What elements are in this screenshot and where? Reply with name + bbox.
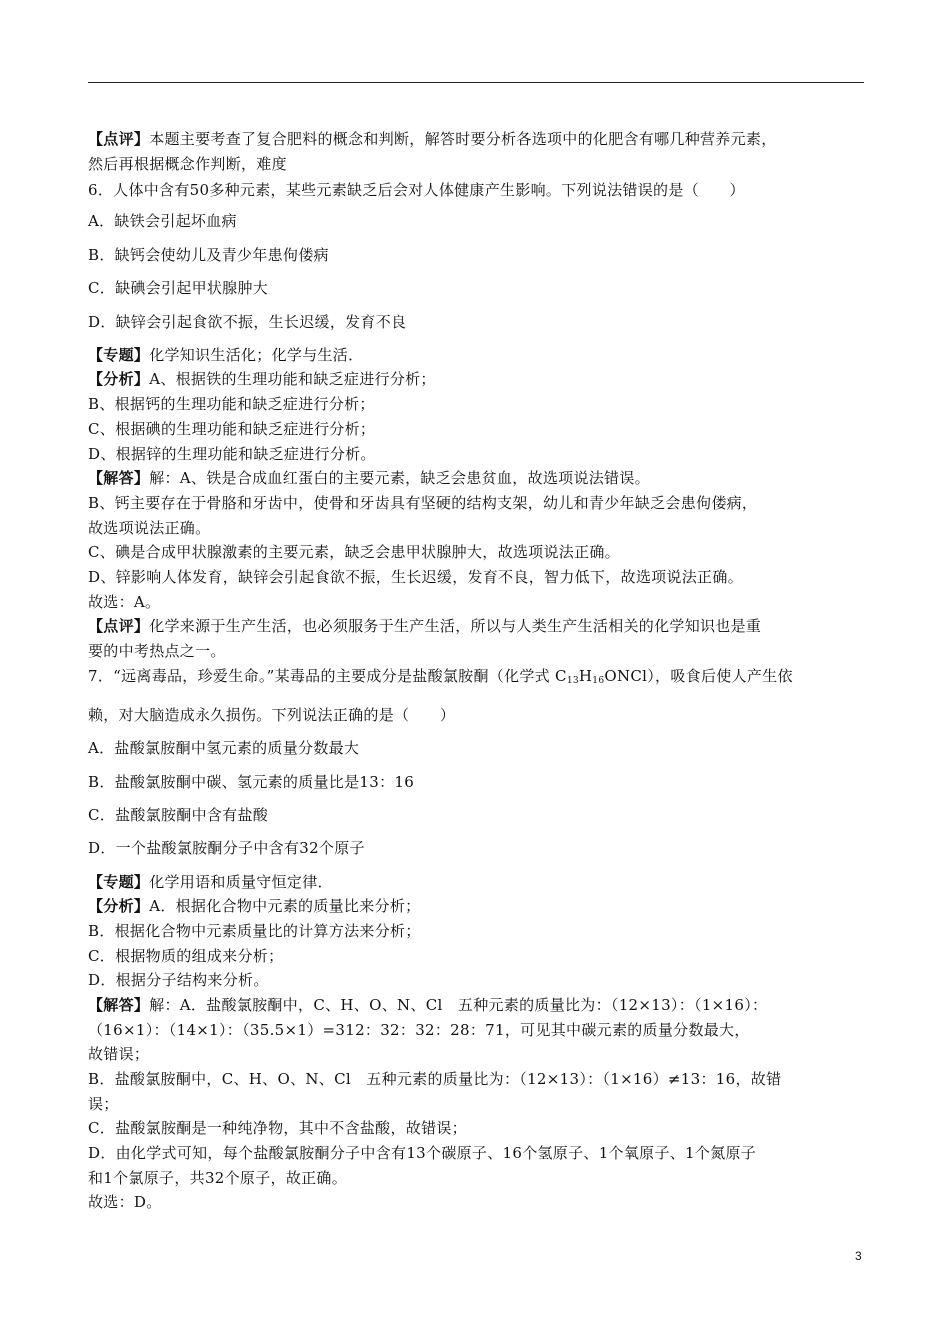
- text-run: 赖，对大脑造成永久损伤。下列说法正确的是（ ）: [88, 706, 456, 724]
- text-run: B．盐酸氯胺酮中，C、H、O、N、Cl 五种元素的质量比为：（12×13）：（1×16）≠13：16，故错: [88, 1070, 782, 1088]
- section-tag: 【专题】: [88, 346, 150, 364]
- text-run: 解：A．盐酸氯胺酮中，C、H、O、N、Cl 五种元素的质量比为：（12×13）：（1×16）：: [149, 996, 768, 1014]
- text-run: 解：A、铁是合成血红蛋白的主要元素，缺乏会患贫血，故选项说法错误。: [149, 469, 650, 487]
- text-run: C．缺碘会引起甲状腺肿大: [88, 279, 269, 297]
- text-line: [88, 922, 421, 940]
- text-run: A．根据化合物中元素的质量比来分析；: [149, 897, 421, 915]
- text-line: [88, 873, 333, 891]
- section-tag: 【分析】: [88, 897, 150, 915]
- text-line: [88, 494, 757, 512]
- text-line: [88, 279, 268, 297]
- text-run: 故错误；: [88, 1045, 150, 1063]
- text-line: [88, 313, 406, 331]
- text-line: [88, 568, 743, 586]
- text-run: D．缺锌会引起食欲不振，生长迟缓，发育不良: [88, 313, 407, 331]
- text-run: A．缺铁会引起坏血病: [88, 212, 237, 230]
- text-line: [88, 1095, 119, 1113]
- text-line: [88, 897, 420, 915]
- text-run: B．根据化合物中元素质量比的计算方法来分析；: [88, 922, 421, 940]
- text-line: [88, 445, 376, 463]
- subscript: 16: [592, 676, 605, 686]
- text-run: H: [578, 667, 593, 685]
- subscript: 13: [566, 676, 579, 686]
- text-line: [88, 839, 365, 857]
- header-rule: [88, 82, 864, 83]
- text-line: [88, 519, 210, 537]
- text-line: [88, 971, 269, 989]
- text-line: [88, 806, 268, 824]
- text-run: 误；: [88, 1095, 119, 1113]
- text-line: [88, 1169, 347, 1187]
- text-run: 故选：A。: [88, 593, 161, 611]
- text-run: 故选：D。: [88, 1193, 162, 1211]
- text-run: 故选项说法正确。: [88, 519, 211, 537]
- text-line: [88, 1045, 149, 1063]
- text-run: 本题主要考查了复合肥料的概念和判断，解答时要分析各选项中的化肥含有哪几种营养元素，: [149, 130, 777, 148]
- text-run: D、根据锌的生理功能和缺乏症进行分析。: [88, 445, 376, 463]
- text-run: C、碘是合成甲状腺激素的主要元素，缺乏会患甲状腺肿大，故选项说法正确。: [88, 543, 620, 561]
- text-run: （16×1）：（14×1）：（35.5×1）=312：32：32：28：71，可见其中碳元素的质量分数最大，: [88, 1021, 750, 1039]
- text-line: [88, 642, 226, 660]
- text-line: [88, 593, 160, 611]
- text-run: ONCl），吸食后使人产生依: [604, 667, 793, 685]
- text-line: [88, 1021, 750, 1039]
- text-run: B、钙主要存在于骨胳和牙齿中，使骨和牙齿具有坚硬的结构支架，幼儿和青少年缺乏会患佝偻病，: [88, 494, 758, 512]
- text-run: B．缺钙会使幼儿及青少年患佝偻病: [88, 246, 329, 264]
- text-line: [88, 469, 650, 487]
- text-run: C．盐酸氯胺酮中含有盐酸: [88, 806, 269, 824]
- text-line: [88, 370, 436, 388]
- text-line: [88, 543, 620, 561]
- text-run: D．由化学式可知，每个盐酸氯胺酮分子中含有13个碳原子、16个氢原子、1个氧原子、1个氮原子: [88, 1144, 757, 1162]
- text-run: B．盐酸氯胺酮中碳、氢元素的质量比是13：16: [88, 773, 415, 791]
- text-line: [88, 1070, 781, 1088]
- text-line: [88, 996, 767, 1014]
- text-line: [88, 667, 793, 690]
- text-line: [88, 1193, 162, 1211]
- text-run: D．一个盐酸氯胺酮分子中含有32个原子: [88, 839, 365, 857]
- text-run: 6．人体中含有50多种元素，某些元素缺乏后会对人体健康产生影响。下列说法错误的是（ ）: [88, 181, 745, 199]
- text-line: [88, 1144, 756, 1162]
- text-run: C．根据物质的组成来分析；: [88, 947, 284, 965]
- text-line: [88, 346, 363, 364]
- text-run: 化学知识生活化；化学与生活．: [149, 346, 364, 364]
- text-run: 要的中考热点之一。: [88, 642, 226, 660]
- section-tag: 【点评】: [88, 617, 150, 635]
- text-line: [88, 155, 287, 173]
- text-line: [88, 1119, 467, 1137]
- text-run: 7．“远离毒品，珍爱生命。”某毒品的主要成分是盐酸氯胺酮（化学式 C: [88, 667, 567, 685]
- text-run: D．根据分子结构来分析。: [88, 971, 269, 989]
- text-line: [88, 181, 745, 199]
- text-run: A、根据铁的生理功能和缺乏症进行分析；: [149, 370, 436, 388]
- section-tag: 【解答】: [88, 469, 150, 487]
- text-run: C．盐酸氯胺酮是一种纯净物，其中不含盐酸，故错误；: [88, 1119, 467, 1137]
- section-tag: 【点评】: [88, 130, 150, 148]
- section-tag: 【专题】: [88, 873, 150, 891]
- text-line: [88, 420, 375, 438]
- text-run: 然后再根据概念作判断，难度: [88, 155, 287, 173]
- text-line: [88, 395, 375, 413]
- section-tag: 【解答】: [88, 996, 150, 1014]
- page-number: 3: [855, 1249, 862, 1263]
- text-run: B、根据钙的生理功能和缺乏症进行分析；: [88, 395, 375, 413]
- text-run: D、锌影响人体发育，缺锌会引起食欲不振，生长迟缓，发育不良，智力低下，故选项说法正确。: [88, 568, 743, 586]
- text-run: A．盐酸氯胺酮中氢元素的质量分数最大: [88, 739, 360, 757]
- text-line: [88, 246, 329, 264]
- text-line: [88, 617, 761, 635]
- text-line: [88, 947, 283, 965]
- text-line: [88, 706, 455, 724]
- text-line: [88, 773, 414, 791]
- text-run: 化学用语和质量守恒定律．: [149, 873, 333, 891]
- section-tag: 【分析】: [88, 370, 150, 388]
- text-run: C、根据碘的生理功能和缺乏症进行分析；: [88, 420, 376, 438]
- text-run: 化学来源于生产生活，也必须服务于生产生活，所以与人类生产生活相关的化学知识也是重: [149, 617, 762, 635]
- text-line: [88, 130, 777, 148]
- text-line: [88, 739, 359, 757]
- text-line: [88, 212, 237, 230]
- text-run: 和1个氯原子，共32个原子，故正确。: [88, 1169, 348, 1187]
